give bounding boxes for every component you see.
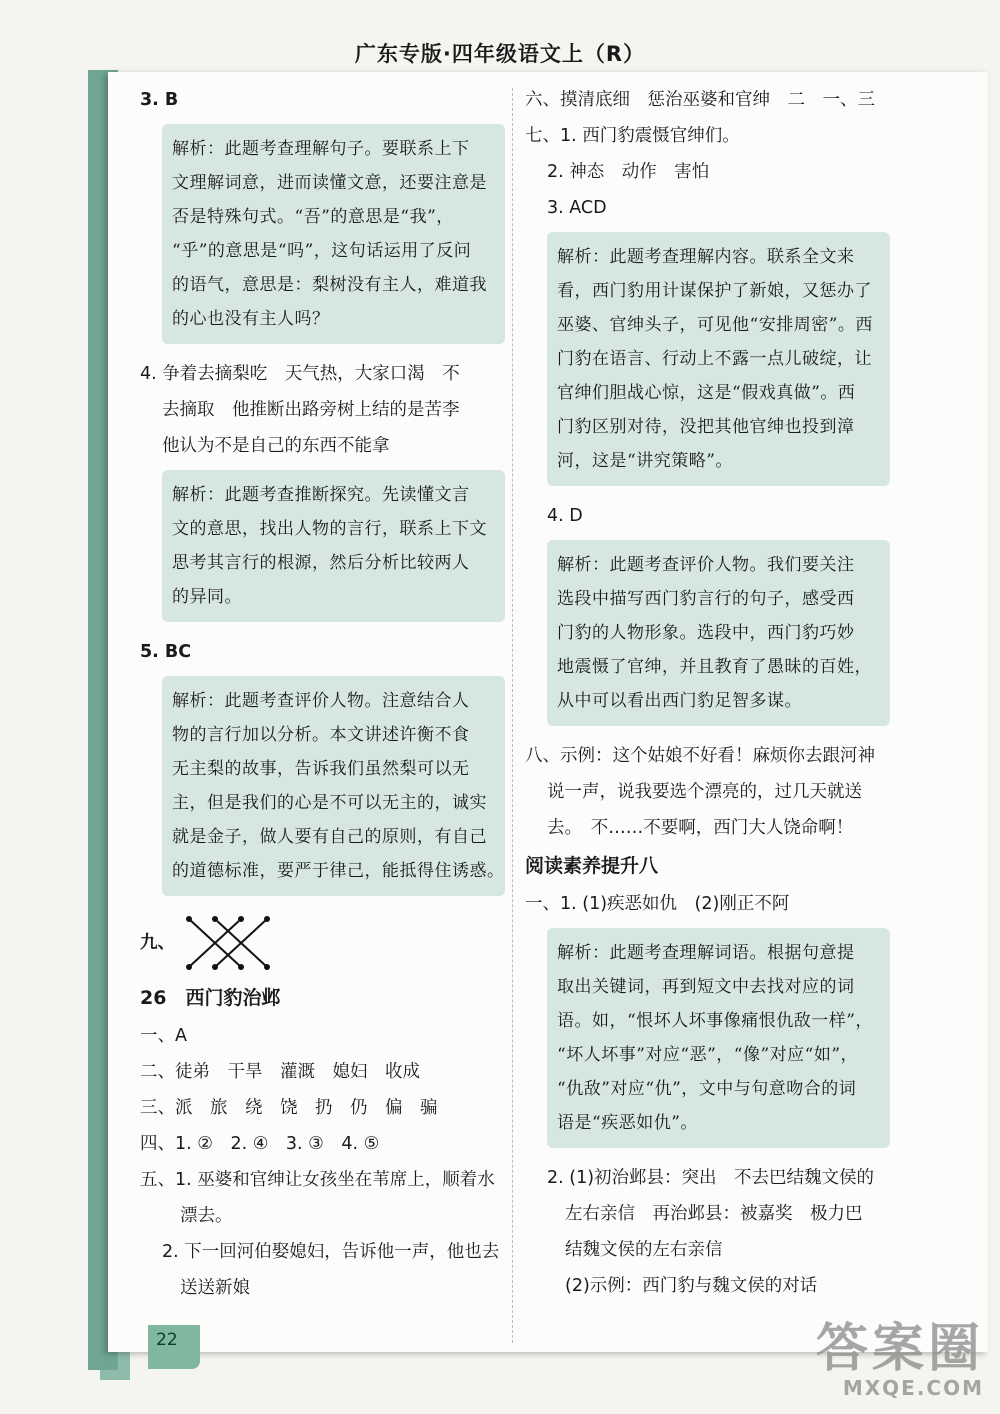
analysis-box-q7-4: [547, 540, 890, 726]
analysis-line: 语是“疾恶如仇”。: [557, 1113, 698, 1133]
analysis-line: 解析：此题考查推断探究。先读懂文言: [172, 485, 470, 505]
analysis-line: 官绅们胆战心惊，这是“假戏真做”。西: [557, 383, 856, 403]
analysis-box-q4: [162, 470, 505, 622]
analysis-line: 巫婆、官绅头子，可见他“安排周密”。西: [557, 315, 873, 335]
analysis-line: “仇敌”对应“仇”，文中与句意吻合的词: [557, 1079, 857, 1099]
answer-q4-line3: 他认为不是自己的东西不能拿: [162, 436, 390, 456]
analysis-line: 的道德标准，要严于律己，能抵得住诱惑。: [172, 861, 505, 881]
answer-q5b-line2: 漂去。: [180, 1206, 233, 1226]
answer-q4-line2: 去摘取 他推断出路旁树上结的是苦李: [162, 400, 460, 420]
analysis-box-q5: [162, 676, 505, 896]
answer-q4-line1: 4. 争着去摘梨吃 天气热，大家口渴 不: [140, 364, 460, 384]
left-column: [140, 82, 505, 1306]
analysis-line: “坏人坏事”对应“恶”，“像”对应“如”，: [557, 1045, 859, 1065]
analysis-line: 选段中描写西门豹言行的句子，感受西: [557, 589, 855, 609]
answer-q8-line3: 去。 不……不要啊，西门大人饶命啊！: [547, 818, 854, 838]
answer-s2-line2: 左右亲信 再治邺县：被嘉奖 极力巴: [565, 1204, 863, 1224]
answer-s2-line3: 结魏文侯的左右亲信: [565, 1240, 723, 1260]
analysis-line: 文的意思，找出人物的言行，联系上下文: [172, 519, 487, 539]
lesson-title: 26 西门豹治邺: [140, 987, 281, 1009]
analysis-line: 门豹的人物形象。选段中，西门豹巧妙: [557, 623, 855, 643]
answer-q5b-line4: 送送新娘: [180, 1278, 250, 1298]
analysis-line: 解析：此题考查理解内容。联系全文来: [557, 247, 855, 267]
analysis-line: 思考其言行的根源，然后分析比较两人: [172, 553, 470, 573]
analysis-line: 地震慑了官绅，并且教育了愚昧的百姓，: [557, 657, 872, 677]
watermark-logo: [815, 1319, 984, 1400]
answer-q7-3: 3. ACD: [547, 198, 607, 218]
answer-q5: 5. BC: [140, 642, 192, 662]
analysis-line: 看，西门豹用计谋保护了新娘，又惩办了: [557, 281, 872, 301]
right-column: [525, 82, 890, 1304]
watermark-text: 答案圈: [815, 1319, 984, 1379]
analysis-box-q3: [162, 124, 505, 344]
analysis-line: 的心也没有主人吗？: [172, 309, 330, 329]
analysis-line: 从中可以看出西门豹足智多谋。: [557, 691, 802, 711]
answer-q5b-line3: 2. 下一回河伯娶媳妇，告诉他一声，他也去: [162, 1242, 500, 1262]
analysis-line: 河，这是“讲究策略”。: [557, 451, 733, 471]
analysis-line: 主，但是我们的心是不可以无主的，诚实: [172, 793, 487, 813]
answer-s2-line4: (2)示例：西门豹与魏文侯的对话: [565, 1276, 818, 1296]
answer-q7-2: 2. 神态 动作 害怕: [547, 162, 710, 182]
analysis-line: 文理解词意，进而读懂文意，还要注意是: [172, 173, 487, 193]
watermark-url: MXQE.COM: [842, 1376, 984, 1400]
analysis-line: 的语气，意思是：梨树没有主人，难道我: [172, 275, 487, 295]
analysis-line: 门豹在语言、行动上不露一点儿破绽，让: [557, 349, 872, 369]
analysis-line: 解析：此题考查理解句子。要联系上下: [172, 139, 470, 159]
answer-q8-line1: 八、示例：这个姑娘不好看！麻烦你去跟河神: [525, 746, 875, 766]
answer-item: 四、1. ② 2. ④ 3. ③ 4. ⑤: [140, 1134, 380, 1154]
page-number: 22: [156, 1330, 178, 1350]
analysis-line: 语。如，“恨坏人坏事像痛恨仇敌一样”，: [557, 1011, 873, 1031]
answer-q8-line2: 说一声，说我要选个漂亮的，过几天就送: [547, 782, 862, 802]
answer-q5b-line1: 五、1. 巫婆和官绅让女孩坐在苇席上，顺着水: [140, 1170, 495, 1190]
section-title: 阅读素养提升八: [525, 855, 659, 877]
page-header: 广东专版·四年级语文上（R）: [354, 42, 646, 66]
answer-item: 三、派 旅 绕 饶 扔 仍 偏 骗: [140, 1098, 438, 1118]
analysis-box-s1: [547, 928, 890, 1148]
analysis-line: 无主梨的故事，告诉我们虽然梨可以无: [172, 759, 470, 779]
answer-q3: 3. B: [140, 90, 179, 110]
answer-item: 二、徒弟 干旱 灌溉 媳妇 收成: [140, 1062, 420, 1082]
analysis-line: 解析：此题考查理解词语。根据句意提: [557, 943, 855, 963]
analysis-line: 就是金子，做人要有自己的原则，有自己: [172, 827, 487, 847]
q9-label: 九、: [140, 933, 175, 953]
matching-lines-diagram: [181, 913, 291, 973]
answer-s1: 一、1. (1)疾恶如仇 (2)刚正不阿: [525, 894, 790, 914]
analysis-line: 物的言行加以分析。本文讲述许衡不食: [172, 725, 470, 745]
answer-q6: 六、摸清底细 惩治巫婆和官绅 二 一、三: [525, 90, 875, 110]
answer-q7-4: 4. D: [547, 506, 583, 526]
analysis-line: 取出关键词，再到短文中去找对应的词: [557, 977, 855, 997]
matching-answer-q9: [140, 908, 505, 978]
analysis-line: 否是特殊句式。“吾”的意思是“我”，: [172, 207, 454, 227]
column-divider: [512, 88, 513, 1343]
answer-q7-1: 七、1. 西门豹震慑官绅们。: [525, 126, 740, 146]
analysis-line: 解析：此题考查评价人物。注意结合人: [172, 691, 470, 711]
analysis-line: 的异同。: [172, 587, 242, 607]
analysis-line: 门豹区别对待，没把其他官绅也投到漳: [557, 417, 855, 437]
answer-item: 一、A: [140, 1026, 187, 1046]
analysis-box-q7-3: [547, 232, 890, 486]
answer-s2-line1: 2. (1)初治邺县：突出 不去巴结魏文侯的: [547, 1168, 875, 1188]
analysis-line: “乎”的意思是“吗”，这句话运用了反问: [172, 241, 472, 261]
analysis-line: 解析：此题考查评价人物。我们要关注: [557, 555, 855, 575]
